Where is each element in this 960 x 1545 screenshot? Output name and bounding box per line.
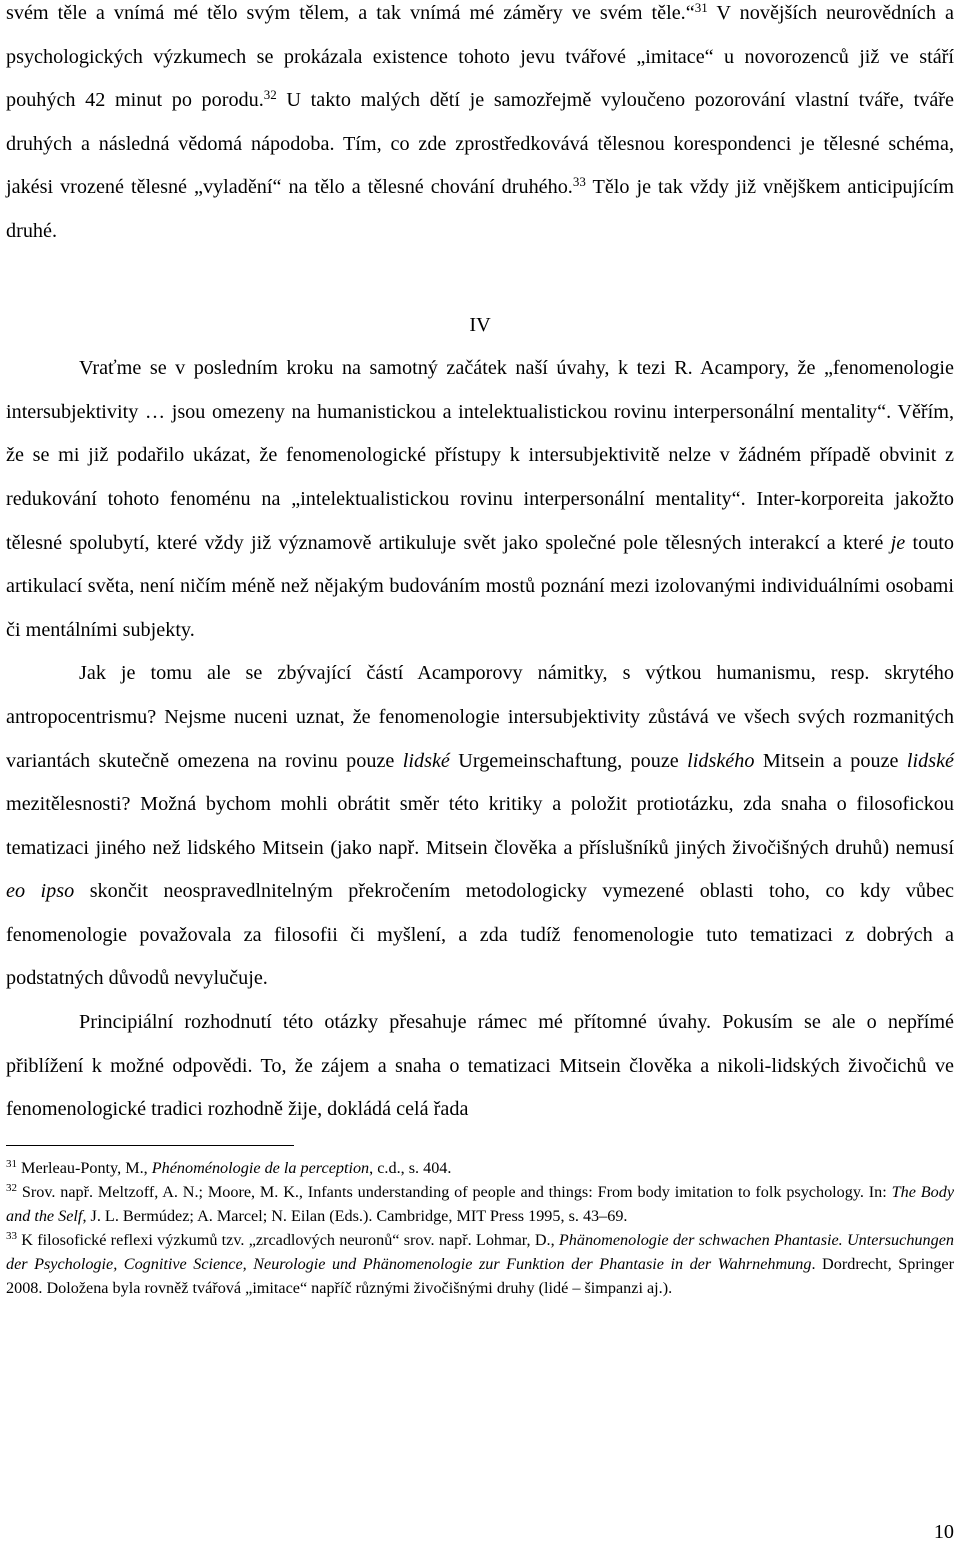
footnote-33-text-b: . Dordrecht, Springer 2008. Doložena byla rovněž tvářová „imitace“ napříč různými živočišnými druhy (lidé – šimpanzi aj.).: [6, 1254, 954, 1297]
footnote-33: [6, 1228, 954, 1300]
paragraph-1-text-d: Tělo je tak vždy již vnějškem anticipujícím druhé.: [6, 176, 954, 242]
paragraph-4: [6, 1001, 954, 1132]
footnote-32-title: The Body and the Self: [6, 1182, 955, 1225]
paragraph-3-emphasis-4: eo ipso: [6, 880, 75, 903]
section-heading: IV: [469, 313, 491, 336]
footnote-32-text-b: , J. L. Bermúdez; A. Marcel; N. Eilan (Eds.). Cambridge, MIT Press 1995, s. 43–69.: [82, 1206, 628, 1225]
paragraph-3-text-e: skončit neospravedlnitelným překročením metodologicky vymezené oblasti toho, co kdy vůbec fenomenologie považovala za filosofii či myšlení, a zda tudíž fenomenologie tuto tematizaci z dobrých a podstatných důvodů nevylučuje.: [6, 880, 954, 990]
paragraph-3-text-d: mezitělesnosti? Možná bychom mohli obrátit směr této kritiky a položit protiotázku, zda snaha o filosofickou tematizaci jiného než lidského Mitsein (jako např. Mitsein člověka a příslušníků jiných živočišných druhů) nemusí: [6, 793, 954, 859]
footnote-31-number: 31: [6, 1157, 17, 1170]
paragraph-1-text-b: V novějších neurovědních a psychologických výzkumech se prokázala existence tohoto jevu tvářové „imitace“ u novorozenců již ve stáří pouhých 42 minut po porodu.: [6, 2, 954, 112]
footnote-31: [6, 1156, 954, 1180]
document-page: [6, 0, 954, 1300]
footnote-31-title: Phénoménologie de la perception: [151, 1158, 370, 1177]
paragraph-2-emphasis: je: [890, 531, 906, 554]
paragraph-1-text-a: svém těle a vnímá mé tělo svým tělem, a tak vnímá mé záměry ve svém těle.“: [6, 2, 695, 24]
paragraph-2: [6, 347, 954, 652]
paragraph-3: [6, 652, 954, 1001]
footnote-31-text-a: Merleau-Ponty, M.,: [17, 1158, 152, 1177]
paragraph-2-text-b: touto artikulací světa, není ničím méně než nějakým budováním mostů poznání mezi izolovanými individuálními osobami či mentálními subjekty.: [6, 531, 954, 641]
footnote-32-number: 32: [6, 1181, 17, 1194]
footnote-32-text-a: Srov. např. Meltzoff, A. N.; Moore, M. K., Infants understanding of people and things: From body imitation to folk psychology. In:: [17, 1182, 892, 1201]
paragraph-4-text: Principiální rozhodnutí této otázky přesahuje rámec mé přítomné úvahy. Pokusím se ale o nepřímé přiblížení k možné odpovědi. To, že zájem a snaha o tematizaci Mitsein člověka a nikoli-lidských živočichů ve fenomenologické tradici rozhodně žije, dokládá celá řada: [6, 1011, 954, 1121]
footnote-33-text-a: K filosofické reflexi výzkumů tzv. „zrcadlových neuronů“ srov. např. Lohmar, D.,: [17, 1230, 559, 1249]
footnote-separator: [6, 1145, 294, 1146]
paragraph-1-text-c: U takto malých dětí je samozřejmě vyloučeno pozorování vlastní tváře, tváře druhých a následná vědomá nápodoba. Tím, co zde zprostředkovává tělesnou korespondenci je tělesné schéma, jakési vrozené tělesné „vyladění“ na tělo a tělesné chování druhého.: [6, 89, 954, 199]
footnote-ref-32[interactable]: 32: [263, 87, 277, 103]
paragraph-3-emphasis-3: lidské: [906, 749, 954, 772]
page-number: 10: [933, 1521, 954, 1543]
paragraph-1: [6, 0, 954, 254]
paragraph-2-text-a: Vraťme se v posledním kroku na samotný začátek naší úvahy, k tezi R. Acampory, že „fenomenologie intersubjektivity … jsou omezeny na humanistickou a intelektualistickou rovinu interpersonální mentality“. Věřím, že se mi již podařilo ukázat, že fenomenologické přístupy k intersubjektivitě nelze v žádném případě obvinit z redukování tohoto fenoménu na „intelektualistickou rovinu interpersonální mentality“. Inter-korporeita jakožto tělesné spolubytí, které vždy již významově artikuluje svět jako společné pole tělesných interakcí a které: [6, 357, 954, 554]
footnote-32: [6, 1180, 954, 1228]
footnote-33-number: 33: [6, 1229, 17, 1242]
footnote-33-title: Phänomenologie der schwachen Phantasie. Untersuchungen der Psychologie, Cognitive Science, Neurologie und Phänomenologie zur Funktion der Phantasie in der Wahrnehmung: [6, 1230, 954, 1273]
footnote-31-text-b: , c.d., s. 404.: [369, 1158, 452, 1177]
paragraph-3-text-a: Jak je tomu ale se zbývající částí Acamporovy námitky, s výtkou humanismu, resp. skrytého antropocentrismu? Nejsme nuceni uznat, že fenomenologie intersubjektivity zůstává ve všech svých rozmanitých variantách skutečně omezena na rovinu pouze: [6, 662, 954, 772]
paragraph-3-emphasis-1: lidské: [402, 749, 450, 772]
footnote-ref-33[interactable]: 33: [572, 174, 586, 190]
paragraph-3-emphasis-2: lidského: [687, 749, 755, 772]
paragraph-3-text-b: Urgemeinschaftung, pouze: [449, 749, 688, 772]
footnote-ref-31[interactable]: 31: [694, 0, 708, 15]
paragraph-3-text-c: Mitsein a pouze: [754, 749, 907, 772]
